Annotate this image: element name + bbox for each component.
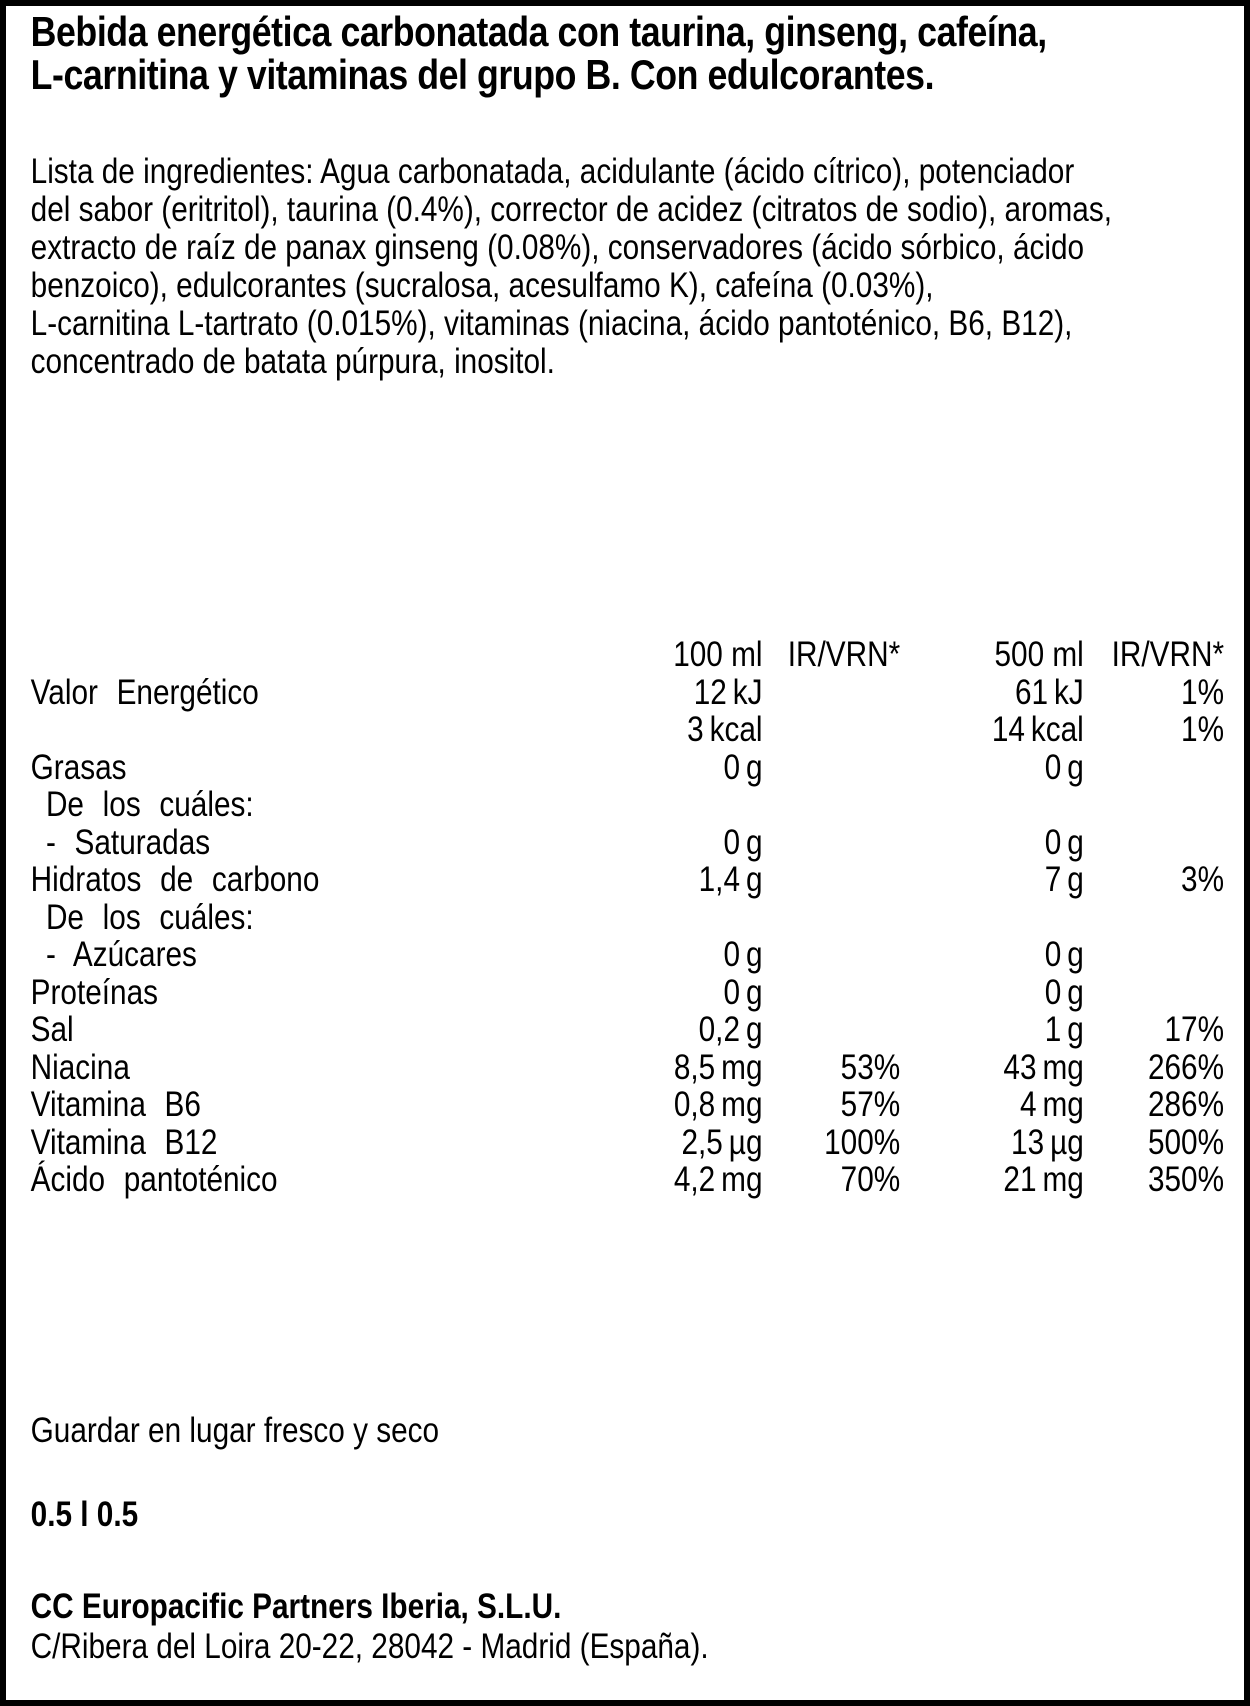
value-500ml bbox=[900, 786, 1084, 824]
nutrient-label: De los cuáles: bbox=[45, 785, 254, 824]
company-address: C/Ribera del Loira 20-22, 28042 - Madrid (España). bbox=[30, 1627, 709, 1666]
pct-100ml bbox=[763, 899, 901, 937]
pct-100ml bbox=[763, 936, 901, 974]
pct-500ml bbox=[1084, 749, 1224, 787]
pct-100ml bbox=[763, 824, 901, 862]
column-header-empty bbox=[31, 636, 490, 674]
pct-500ml: 286% bbox=[1147, 1085, 1225, 1124]
nutrition-table-body bbox=[6, 674, 1250, 1199]
nutrient-label: Grasas bbox=[30, 747, 127, 787]
value-500ml: 4 mg bbox=[1019, 1085, 1084, 1124]
table-row bbox=[6, 1124, 1250, 1162]
value-100ml: 0 g bbox=[723, 972, 763, 1012]
table-row bbox=[6, 1161, 1250, 1199]
value-500ml: 1 g bbox=[1044, 1010, 1084, 1049]
pct-500ml: 350% bbox=[1147, 1160, 1225, 1199]
value-500ml: 0 g bbox=[1044, 935, 1084, 974]
value-100ml: 2,5 µg bbox=[681, 1122, 763, 1162]
table-header-row bbox=[6, 636, 1250, 674]
table-row bbox=[6, 1011, 1250, 1049]
ingredients-list bbox=[31, 153, 1112, 381]
table-row bbox=[6, 974, 1250, 1012]
pct-500ml: 1% bbox=[1181, 672, 1225, 712]
ingredients-line: Lista de ingredientes: Agua carbonatada, acidulante (ácido cítrico), potenciador bbox=[30, 152, 1075, 191]
pct-100ml: 57% bbox=[840, 1085, 901, 1124]
table-row bbox=[6, 1049, 1250, 1087]
value-500ml: 14 kcal bbox=[991, 710, 1084, 749]
product-description bbox=[31, 10, 1047, 96]
table-row bbox=[6, 936, 1250, 974]
pct-500ml: 3% bbox=[1181, 860, 1225, 899]
nutrient-label: Proteínas bbox=[30, 972, 158, 1012]
nutrient-label: Ácido pantoténico bbox=[30, 1160, 278, 1199]
column-header-500ml: 500 ml bbox=[994, 635, 1084, 674]
value-100ml: 0 g bbox=[723, 935, 763, 974]
column-header-100ml: 100 ml bbox=[673, 635, 763, 674]
table-row bbox=[6, 861, 1250, 899]
value-500ml bbox=[900, 899, 1084, 937]
ingredients-line: benzoico), edulcorantes (sucralosa, acesulfamo K), cafeína (0.03%), bbox=[30, 266, 934, 305]
column-header-irvrn-100: IR/VRN* bbox=[787, 635, 901, 674]
pct-500ml bbox=[1084, 936, 1224, 974]
value-500ml: 21 mg bbox=[1003, 1160, 1084, 1199]
nutrient-label: Niacina bbox=[30, 1047, 130, 1087]
nutrition-table bbox=[6, 636, 1250, 1199]
nutrient-label: Sal bbox=[30, 1010, 74, 1049]
pct-500ml bbox=[1084, 974, 1224, 1012]
column-header-irvrn-500: IR/VRN* bbox=[1111, 635, 1225, 674]
value-500ml: 13 µg bbox=[1011, 1122, 1084, 1162]
value-500ml: 0 g bbox=[1044, 822, 1084, 862]
value-100ml: 12 kJ bbox=[693, 672, 763, 712]
value-500ml: 61 kJ bbox=[1015, 672, 1084, 712]
pct-500ml: 500% bbox=[1147, 1122, 1225, 1162]
table-row bbox=[6, 711, 1250, 749]
ingredients-line: del sabor (eritritol), taurina (0.4%), corrector de acidez (citratos de sodio), aromas, bbox=[30, 190, 1112, 229]
pct-500ml bbox=[1084, 824, 1224, 862]
pct-500ml bbox=[1084, 899, 1224, 937]
nutrient-label: Vitamina B12 bbox=[30, 1122, 218, 1162]
nutrient-label: Valor Energético bbox=[30, 672, 259, 712]
table-row bbox=[6, 1086, 1250, 1124]
nutrient-label bbox=[31, 711, 490, 749]
company-name: CC Europacific Partners Iberia, S.L.U. bbox=[30, 1587, 562, 1626]
label-content bbox=[6, 6, 1250, 1700]
volume-label: 0.5 l 0.5 bbox=[30, 1495, 139, 1534]
pct-500ml: 17% bbox=[1164, 1010, 1225, 1049]
value-100ml: 0 g bbox=[723, 747, 763, 787]
value-100ml bbox=[490, 899, 763, 937]
value-100ml: 3 kcal bbox=[687, 710, 763, 749]
pct-100ml: 70% bbox=[840, 1160, 901, 1199]
ingredients-line: L-carnitina L-tartrato (0.015%), vitaminas (niacina, ácido pantoténico, B6, B12), bbox=[30, 304, 1073, 343]
nutrient-label: - Azúcares bbox=[45, 935, 197, 974]
pct-100ml bbox=[763, 711, 901, 749]
product-description-line: L-carnitina y vitaminas del grupo B. Con edulcorantes. bbox=[30, 51, 935, 98]
ingredients-line: extracto de raíz de panax ginseng (0.08%), conservadores (ácido sórbico, ácido bbox=[30, 228, 1085, 267]
nutrient-label: - Saturadas bbox=[45, 822, 211, 862]
pct-100ml bbox=[763, 749, 901, 787]
pct-100ml bbox=[763, 974, 901, 1012]
nutrient-label: De los cuáles: bbox=[45, 897, 254, 937]
pct-100ml: 53% bbox=[840, 1047, 901, 1087]
value-100ml: 1,4 g bbox=[698, 860, 763, 899]
table-row bbox=[6, 749, 1250, 787]
table-row bbox=[6, 824, 1250, 862]
pct-100ml bbox=[763, 786, 901, 824]
pct-500ml: 266% bbox=[1147, 1047, 1225, 1087]
pct-500ml: 1% bbox=[1181, 710, 1225, 749]
table-row bbox=[6, 674, 1250, 712]
product-description-line: Bebida energética carbonatada con taurina, ginseng, cafeína, bbox=[30, 8, 1047, 55]
value-100ml bbox=[490, 786, 763, 824]
pct-100ml bbox=[763, 861, 901, 899]
storage-note: Guardar en lugar fresco y seco bbox=[30, 1411, 440, 1450]
value-500ml: 7 g bbox=[1044, 860, 1084, 899]
ingredients-line: concentrado de batata púrpura, inositol. bbox=[30, 342, 555, 381]
value-100ml: 0,8 mg bbox=[673, 1085, 763, 1124]
value-100ml: 0,2 g bbox=[698, 1010, 763, 1049]
pct-100ml bbox=[763, 1011, 901, 1049]
value-500ml: 43 mg bbox=[1003, 1047, 1084, 1087]
value-500ml: 0 g bbox=[1044, 747, 1084, 787]
pct-100ml: 100% bbox=[824, 1122, 901, 1162]
table-row bbox=[6, 786, 1250, 824]
nutrient-label: Hidratos de carbono bbox=[30, 860, 320, 899]
value-100ml: 0 g bbox=[723, 822, 763, 862]
pct-500ml bbox=[1084, 786, 1224, 824]
value-100ml: 8,5 mg bbox=[673, 1047, 763, 1087]
value-500ml: 0 g bbox=[1044, 972, 1084, 1012]
value-100ml: 4,2 mg bbox=[673, 1160, 763, 1199]
pct-100ml bbox=[763, 674, 901, 712]
nutrient-label: Vitamina B6 bbox=[30, 1085, 201, 1124]
table-row bbox=[6, 899, 1250, 937]
